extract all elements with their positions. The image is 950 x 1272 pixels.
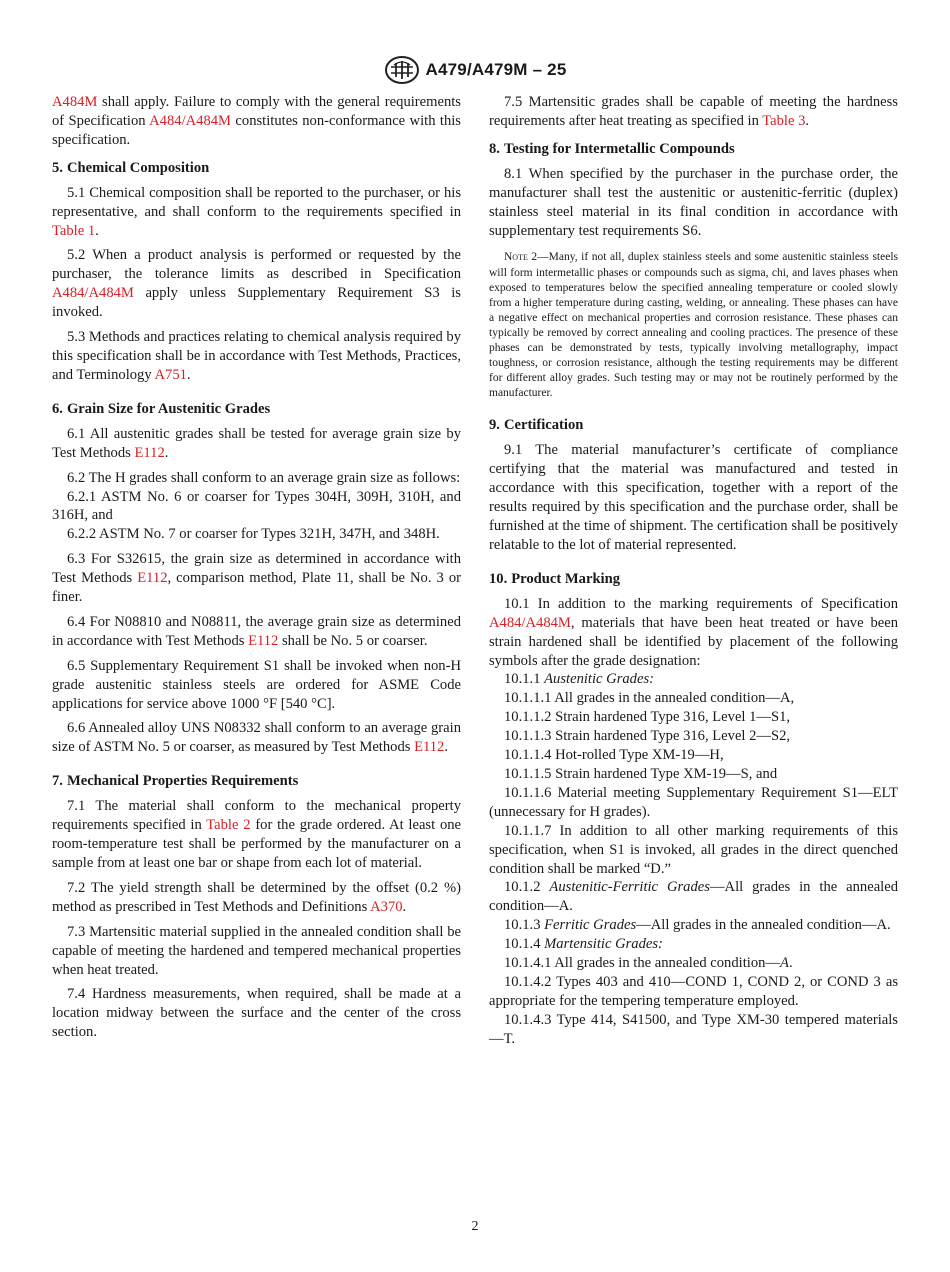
para-6-2-2: 6.2.2 ASTM No. 7 or coarser for Types 321H, 347H, and 348H. bbox=[67, 526, 440, 543]
para-10-1-1-5: 10.1.1.5 Strain hardened Type XM-19—S, and bbox=[504, 765, 778, 782]
link-a484-a484m[interactable]: A484/A484M bbox=[489, 614, 571, 631]
para-8-1: 8.1 When specified by the purchaser in the purchase order, the manufacturer shall test the austenitic or austenitic-ferritic (duplex) stainless steel material in its final condition in accordance with supplementary test requirements S6. bbox=[489, 165, 898, 239]
link-e112[interactable]: E112 bbox=[137, 570, 168, 587]
para-7-1: 7.1 The material shall conform to the mechanical property requirements specified in Table 2 for the grade ordered. At least one room-temperature test shall be performed by the manufacturer on a sample from at least one bar or shape from each lot of material. bbox=[52, 798, 462, 871]
para-9-1: 9.1 The material manufacturer’s certificate of compliance certifying that the material was manufactured and tested in accordance with this specification, together with a report of the results required by this specification and the purchase order, shall be furnished at the time of shipment. The certification shall be positively relatable to the lot of material represented. bbox=[489, 442, 898, 553]
section-8-heading: 8. Testing for Intermetallic Compounds bbox=[489, 140, 735, 157]
para-6-2: 6.2 The H grades shall conform to an average grain size as follows: bbox=[67, 469, 461, 486]
para-10-1-4: 10.1.4 Martensitic Grades: bbox=[504, 936, 663, 953]
para-7-4: 7.4 Hardness measurements, when required, shall be made at a location midway between the surface and the center of the cross section. bbox=[52, 986, 461, 1041]
para-10-1-3: 10.1.3 Ferritic Grades—All grades in the annealed condition—A. bbox=[504, 917, 891, 934]
para-10-1-1: 10.1.1 Austenitic Grades: bbox=[504, 671, 654, 688]
page-number: 2 bbox=[471, 1219, 479, 1234]
para-7-5: 7.5 Martensitic grades shall be capable of meeting the hardness requirements after heat treating as specified in Table 3. bbox=[489, 94, 898, 129]
note-2: Note 2—Many, if not all, duplex stainless steels and some austenitic stainless steels will form intermetallic phases or compounds such as sigma, chi, and laves phases when exposed to temperatures below the specified annealing temperature or cooled slowly from a higher temperature during casting, welding, or annealing. These phases can have a negative effect on mechanical properties and corrosion resistance. These phases can typically be removed by correct annealing and cooling practices. The presence of these phases can be demonstrated by tests, typically involving metallography, impact toughness, or corrosion resistance, although the testing requirements may be different for different alloy grades. Such testing may or may not be routinely performed by the manufacturer. bbox=[489, 251, 898, 400]
para-6-1: 6.1 All austenitic grades shall be tested for average grain size by Test Methods E112. bbox=[52, 425, 461, 461]
para-10-1: 10.1 In addition to the marking requirements of Specification A484/A484M, materials that have been heat treated or have been strain hardened shall be identified by placement of the following symbols after the grade designation: bbox=[489, 595, 898, 669]
link-e112[interactable]: E112 bbox=[134, 444, 165, 461]
para-7-3: 7.3 Martensitic material supplied in the annealed condition shall be capable of meeting the hardened and tempered mechanical properties when heat treated. bbox=[52, 923, 461, 978]
link-table-1[interactable]: Table 1 bbox=[52, 222, 96, 239]
para-10-1-1-1: 10.1.1.1 All grades in the annealed condition—A, bbox=[504, 690, 795, 707]
para-6-3: 6.3 For S32615, the grain size as determined in accordance with Test Methods E112, comparison method, Plate 11, shall be No. 3 or finer. bbox=[52, 551, 461, 606]
page-header bbox=[0, 54, 950, 86]
section-6-heading: 6. Grain Size for Austenitic Grades bbox=[52, 400, 271, 417]
section-9-heading: 9. Certification bbox=[489, 417, 584, 434]
continuation-paragraph: A484M shall apply. Failure to comply with the general requirements of Specification A484/A484M constitutes non-conformance with this specification. bbox=[52, 94, 461, 148]
para-10-1-4-2: 10.1.4.2 Types 403 and 410—COND 1, COND 2, or COND 3 as appropriate for the tempering temperature employed. bbox=[489, 973, 898, 1009]
link-table-2[interactable]: Table 2 bbox=[206, 817, 251, 834]
section-5-heading: 5. Chemical Composition bbox=[52, 159, 210, 176]
para-6-2-1: 6.2.1 ASTM No. 6 or coarser for Types 304H, 309H, 310H, and 316H, and bbox=[52, 488, 461, 524]
link-a484-a484m[interactable]: A484/A484M bbox=[149, 112, 232, 129]
para-5-2: 5.2 When a product analysis is performed or requested by the purchaser, the tolerance limits as described in Specification A484/A484M apply unless Supplementary Requirement S3 is invoked. bbox=[52, 247, 461, 321]
para-6-4: 6.4 For N08810 and N08811, the average grain size as determined in accordance with Test Methods E112 shall be No. 5 or coarser. bbox=[52, 613, 461, 649]
para-5-1: 5.1 Chemical composition shall be reported to the purchaser, or his representative, and shall conform to the requirements specified in Table 1. bbox=[52, 184, 461, 239]
section-7-heading: 7. Mechanical Properties Requirements bbox=[52, 773, 299, 790]
link-a751[interactable]: A751 bbox=[154, 366, 187, 383]
link-e112[interactable]: E112 bbox=[248, 632, 279, 649]
right-column bbox=[489, 93, 898, 1049]
para-10-1-4-1: 10.1.4.1 All grades in the annealed condition—A. bbox=[504, 955, 793, 972]
link-a484-a484m[interactable]: A484/A484M bbox=[52, 285, 134, 302]
para-10-1-2: 10.1.2 Austenitic-Ferritic Grades—All grades in the annealed condition—A. bbox=[489, 879, 899, 915]
link-table-3[interactable]: Table 3 bbox=[762, 112, 806, 129]
para-10-1-4-3: 10.1.4.3 Type 414, S41500, and Type XM-30 tempered materials—T. bbox=[489, 1011, 898, 1047]
para-10-1-1-4: 10.1.1.4 Hot-rolled Type XM-19—H, bbox=[504, 747, 724, 764]
para-5-3: 5.3 Methods and practices relating to chemical analysis required by this specification shall be in accordance with Test Methods, Practices, and Terminology A751. bbox=[52, 329, 461, 383]
section-10-heading: 10. Product Marking bbox=[489, 570, 621, 587]
left-column bbox=[52, 93, 461, 1048]
para-10-1-1-6: 10.1.1.6 Material meeting Supplementary Requirement S1—ELT (unnecessary for H grades). bbox=[489, 784, 898, 820]
standard-designation: A479/A479M – 25 bbox=[425, 60, 567, 79]
para-6-5: 6.5 Supplementary Requirement S1 shall be invoked when non-H grade austenitic stainless steels are ordered for ASME Code applications for service above 1000 °F [540 °C]. bbox=[52, 657, 461, 712]
link-a484m[interactable]: A484M bbox=[52, 94, 98, 110]
para-7-2: 7.2 The yield strength shall be determined by the offset (0.2 %) method as prescribed in Test Methods and Definitions A370. bbox=[52, 879, 461, 915]
link-a370[interactable]: A370 bbox=[370, 898, 403, 915]
para-10-1-1-7: 10.1.1.7 In addition to all other marking requirements of this specification, when S1 is invoked, all grades in the direct quenched condition shall be marked “D.” bbox=[489, 822, 898, 877]
para-10-1-1-3: 10.1.1.3 Strain hardened Type 316, Level 2—S2, bbox=[504, 728, 791, 745]
para-10-1-1-2: 10.1.1.2 Strain hardened Type 316, Level 1—S1, bbox=[504, 709, 791, 726]
astm-logo-icon bbox=[384, 55, 420, 85]
para-6-6: 6.6 Annealed alloy UNS N08332 shall conform to an average grain size of ASTM No. 5 or coarser, as measured by Test Methods E112. bbox=[52, 720, 461, 756]
link-e112[interactable]: E112 bbox=[414, 739, 445, 756]
